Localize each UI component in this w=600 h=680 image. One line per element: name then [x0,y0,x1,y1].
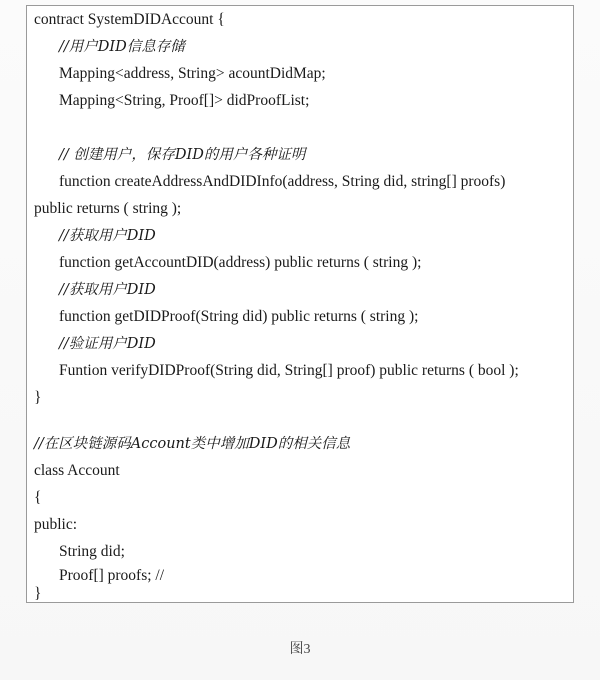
code-comment-storage: //用户DID信息存储 [59,39,185,55]
code-line-class-open: { [34,489,42,506]
code-line-string-did: String did; [59,543,125,560]
code-comment-verify-did: //验证用户DID [59,336,156,352]
code-comment-create-user: // 创建用户，保存DID的用户各种证明 [59,147,306,163]
code-line-create-returns: public returns ( string ); [34,200,182,217]
code-line-account-did-map: Mapping<address, String> acountDidMap; [59,65,326,82]
code-line-class-close: } [34,585,42,602]
code-comment-get-did: //获取用户DID [59,228,156,244]
code-line-get-did-proof: function getDIDProof(String did) public returns ( string ); [59,308,419,325]
code-line-class-account: class Account [34,462,120,479]
code-line-contract-decl: contract SystemDIDAccount { [34,11,225,28]
code-line-get-account-did: function getAccountDID(address) public returns ( string ); [59,254,422,271]
code-listing-box [26,5,574,603]
code-comment-get-did-2: //获取用户DID [59,282,156,298]
code-line-create-function: function createAddressAndDIDInfo(address, String did, string[] proofs) [59,173,506,190]
code-line-did-proof-list: Mapping<String, Proof[]> didProofList; [59,92,310,109]
code-line-public-label: public: [34,516,78,533]
code-line-contract-close: } [34,389,42,406]
code-line-proof-array: Proof[] proofs; // [59,567,165,584]
code-comment-account-class: //在区块链源码Account类中增加DID的相关信息 [34,436,351,452]
figure-caption: 图3 [289,642,311,657]
code-line-verify-did-proof: Funtion verifyDIDProof(String did, String[] proof) public returns ( bool ); [59,362,519,379]
